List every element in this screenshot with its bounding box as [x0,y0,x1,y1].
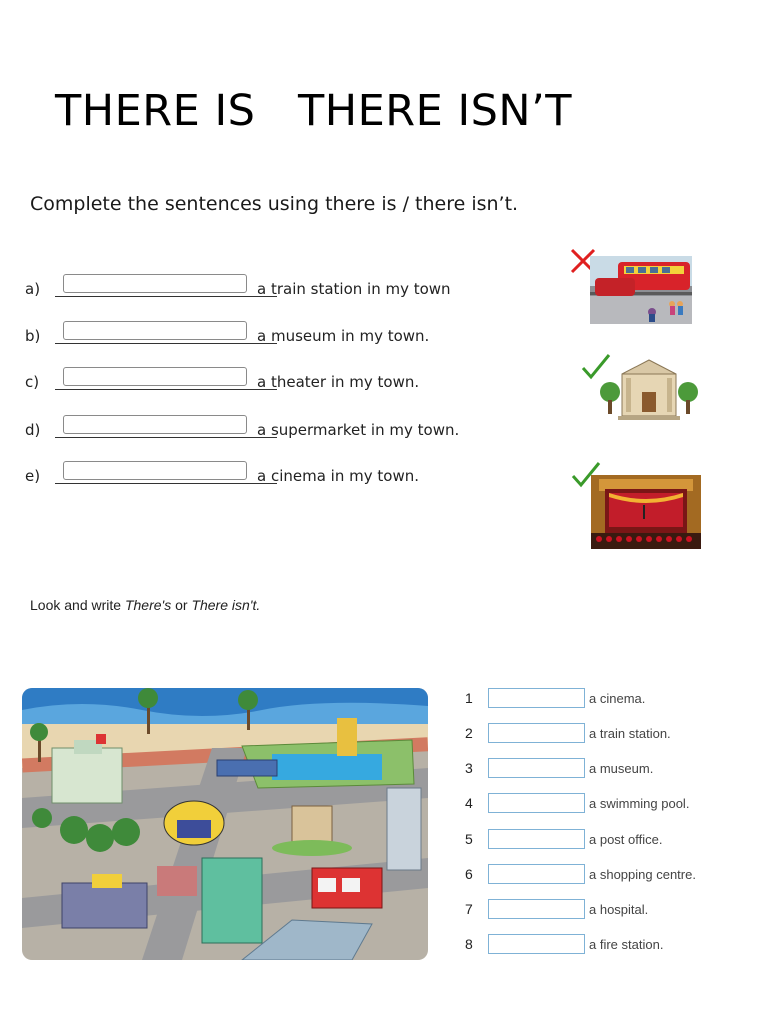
sentence-text: a train station in my town [257,280,451,298]
question-number: 1 [465,690,473,706]
sentence-letter: d) [25,421,41,439]
sentence-row-a [25,274,565,302]
answer-input-6[interactable] [488,864,585,884]
sentence-row-e [25,461,565,489]
question-text: a shopping centre. [589,867,696,882]
exercise2-instruction [30,597,260,613]
answer-input-b[interactable] [63,321,247,340]
answer-line [55,437,277,438]
question-number: 8 [465,936,473,952]
question-number: 7 [465,901,473,917]
answer-input-4[interactable] [488,793,585,813]
sentence-row-d [25,415,565,443]
question-text: a hospital. [589,902,649,917]
option-there-isnt: There isn't. [191,597,261,613]
map-question-row [465,829,755,851]
map-question-row [465,793,755,815]
sentence-text: a supermarket in my town. [257,421,460,439]
question-text: a swimming pool. [589,796,690,811]
exercise1-instruction: Complete the sentences using there is / there isn’t. [30,193,519,215]
answer-input-3[interactable] [488,758,585,778]
museum-image [600,356,698,422]
page-title: THERE IS THERE ISN’T [55,86,573,136]
question-number: 2 [465,725,473,741]
answer-line [55,389,277,390]
sentence-letter: a) [25,280,41,298]
answer-input-a[interactable] [63,274,247,293]
answer-line [55,296,277,297]
question-text: a museum. [589,761,654,776]
answer-line [55,343,277,344]
answer-input-5[interactable] [488,829,585,849]
answer-input-2[interactable] [488,723,585,743]
sentence-row-c [25,367,565,395]
sentence-letter: b) [25,327,41,345]
question-text: a post office. [589,832,663,847]
map-question-row [465,864,755,886]
question-number: 3 [465,760,473,776]
question-text: a train station. [589,726,671,741]
map-question-row [465,934,755,956]
sentence-row-b [25,321,565,349]
train-station-image [590,256,692,324]
map-question-row [465,758,755,780]
answer-input-d[interactable] [63,415,247,434]
question-number: 5 [465,831,473,847]
answer-input-8[interactable] [488,934,585,954]
question-text: a fire station. [589,937,664,952]
option-theres: There's [124,597,172,613]
instruction-prefix: Look and write [30,597,125,613]
sentence-letter: e) [25,467,41,485]
sentence-text: a theater in my town. [257,373,420,391]
map-question-row [465,899,755,921]
answer-input-1[interactable] [488,688,585,708]
question-number: 6 [465,866,473,882]
sentence-letter: c) [25,373,40,391]
question-number: 4 [465,795,473,811]
sentence-text: a museum in my town. [257,327,430,345]
town-map-image [22,688,428,960]
answer-input-e[interactable] [63,461,247,480]
answer-input-7[interactable] [488,899,585,919]
map-question-row [465,723,755,745]
instruction-middle: or [171,597,192,613]
sentence-text: a cinema in my town. [257,467,419,485]
answer-line [55,483,277,484]
map-question-row [465,688,755,710]
cinema-image [591,475,701,549]
question-text: a cinema. [589,691,646,706]
answer-input-c[interactable] [63,367,247,386]
